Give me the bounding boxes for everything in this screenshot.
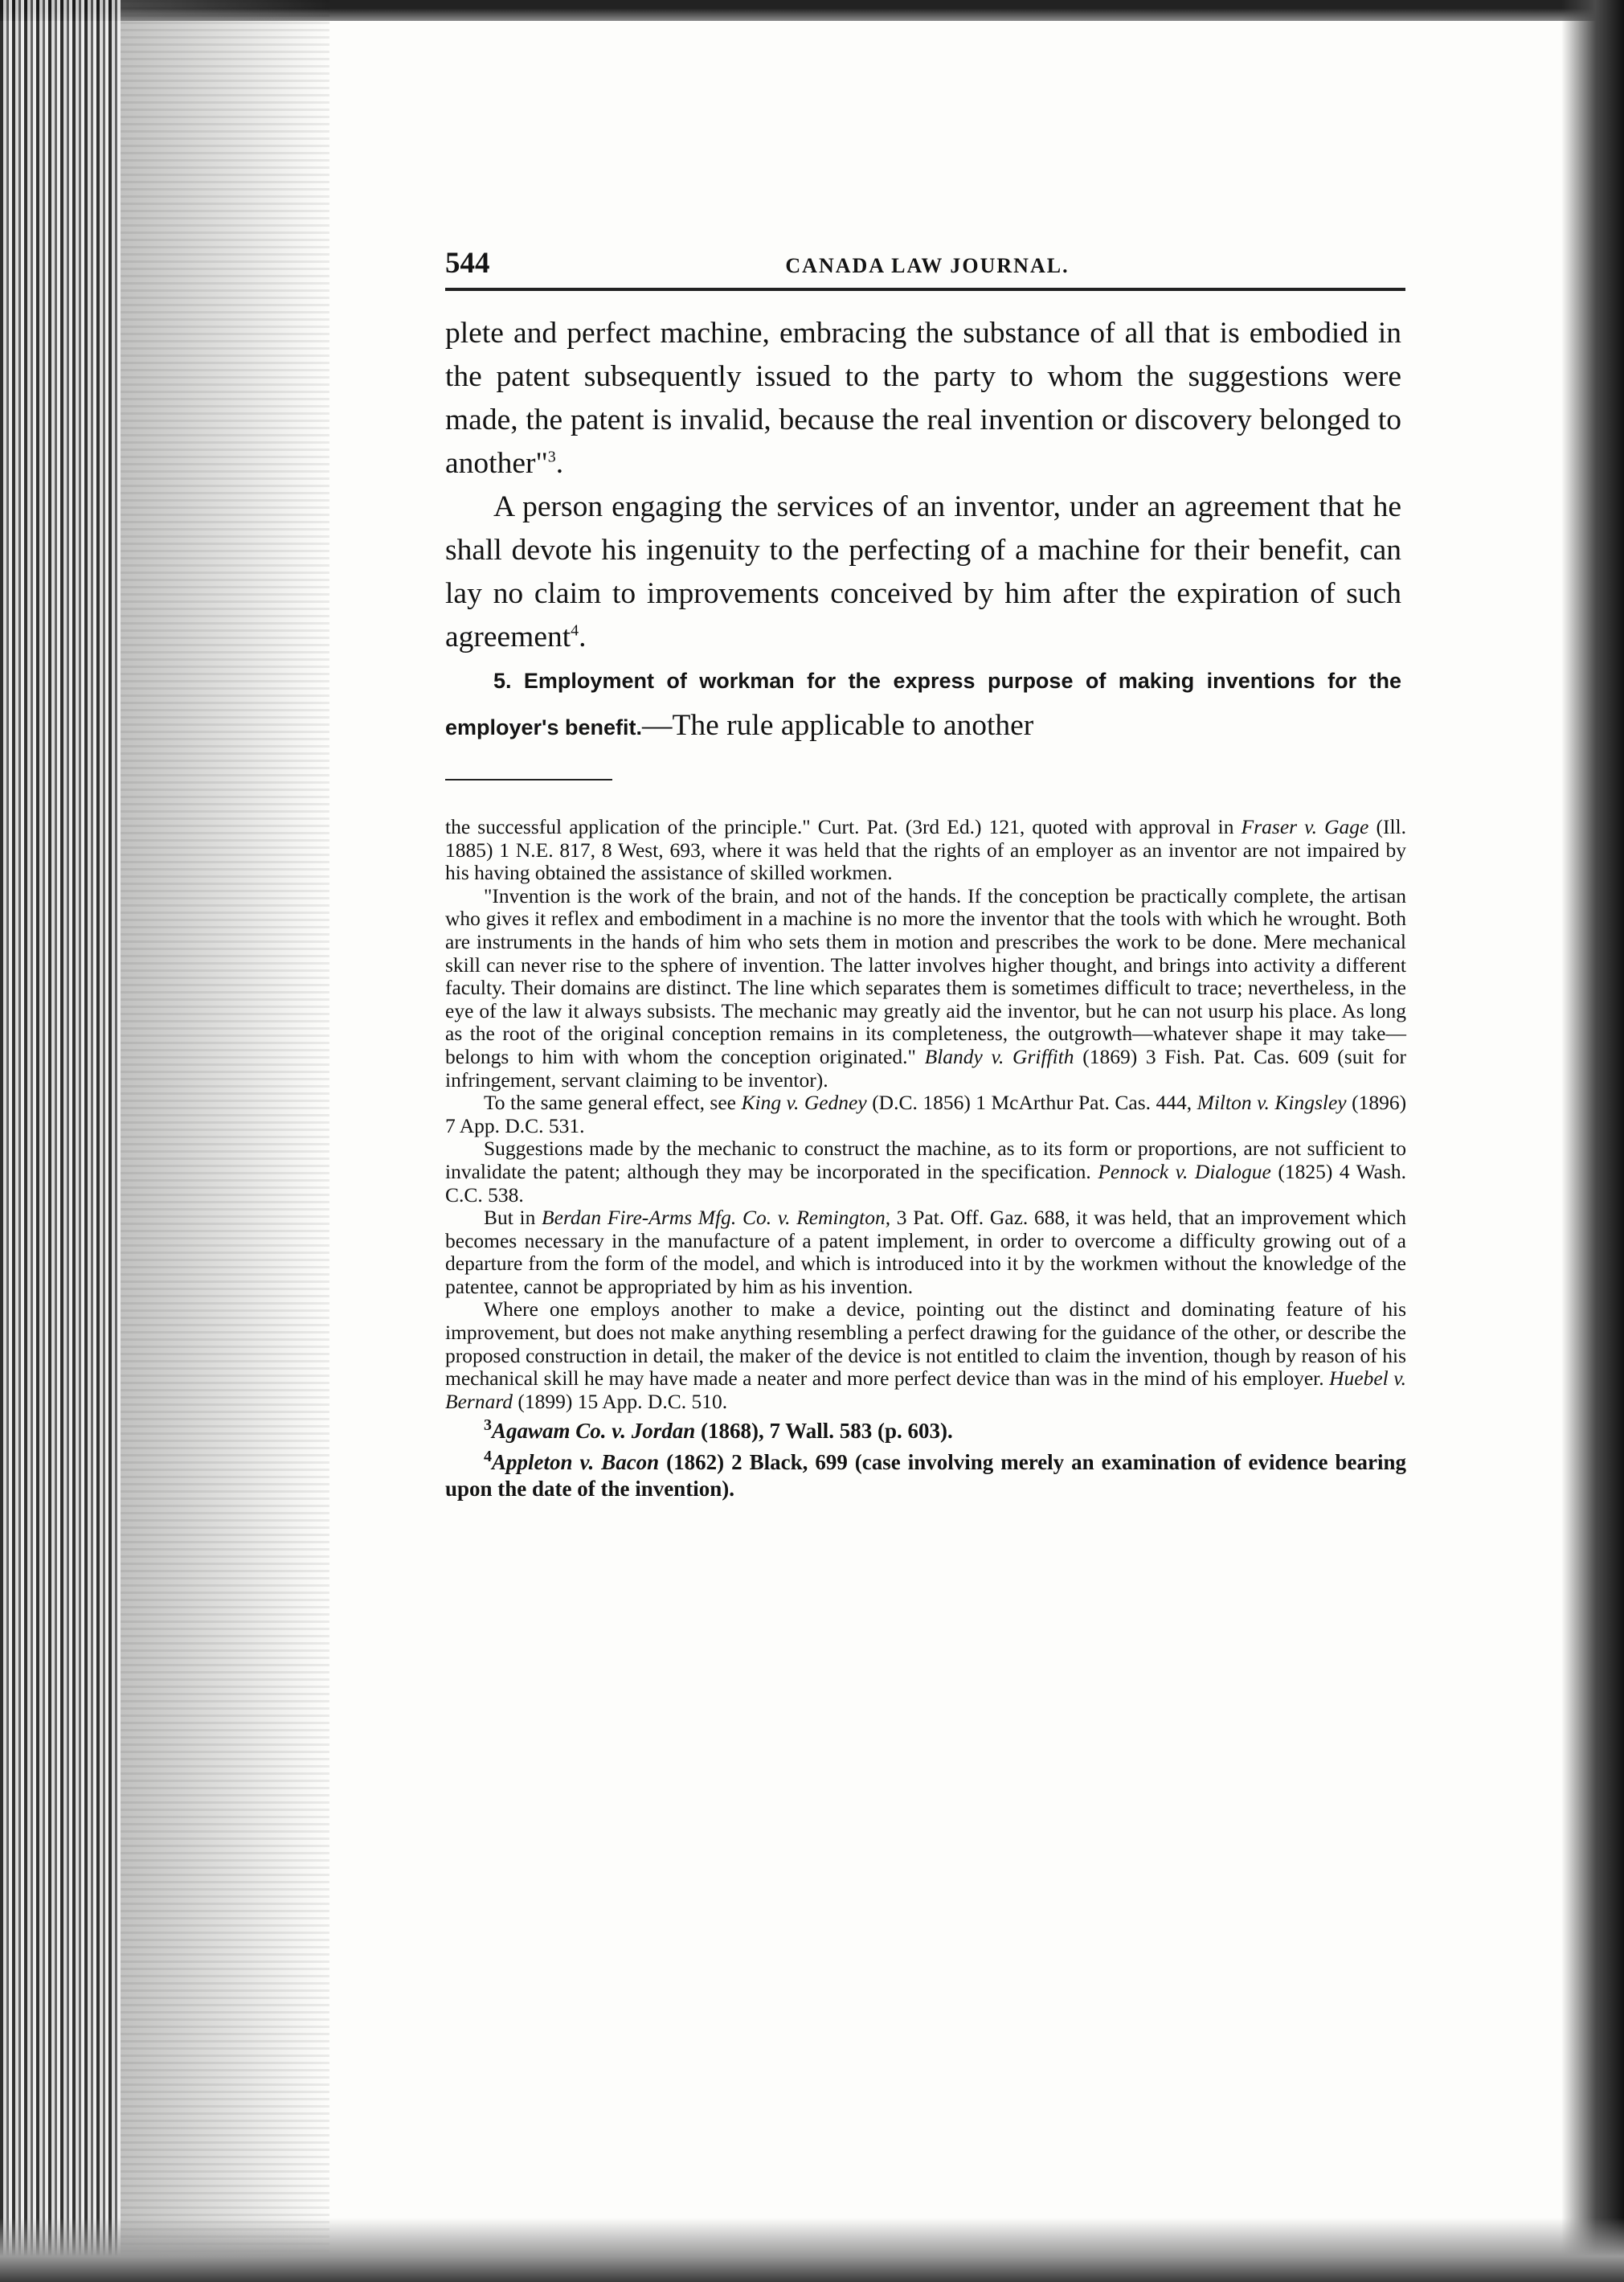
note-text: Suggestions made by the mechanic to construct the machine, as to its form or proportions, are not sufficient to invalidate the patent; although they may be incorporated in the specification. xyxy=(445,1137,1406,1183)
note-text: (1896) 7 App. D.C. 531. xyxy=(445,1091,1407,1137)
page-header xyxy=(434,241,1421,288)
section-heading-continuation: —The rule applicable to another xyxy=(642,709,1034,742)
paragraph xyxy=(445,312,1401,485)
note-paragraph xyxy=(445,1207,1406,1298)
scan-right-edge xyxy=(1561,0,1624,2282)
footnote-ref: 4 xyxy=(571,621,579,640)
footnote-marker: 4 xyxy=(484,1448,492,1466)
gutter-shadow xyxy=(121,0,329,2282)
paragraph-text: plete and perfect machine, embracing the substance of all that is embodied in the patent subsequently issued to the party to whom the suggestions were made, the patent is invalid, because the real invention or discovery belonged to another" xyxy=(445,317,1401,480)
note-paragraph xyxy=(445,816,1406,885)
note-text: (1862) 2 Black, 699 (case involving merely an examination of evidence bearing upon the date of the invention). xyxy=(445,1450,1406,1502)
note-paragraph xyxy=(445,885,1406,1092)
note-paragraph xyxy=(445,1298,1406,1413)
case-name: Milton v. Kingsley xyxy=(1197,1091,1347,1115)
note-text: But in xyxy=(484,1206,536,1230)
running-title: CANADA LAW JOURNAL. xyxy=(785,254,1070,277)
case-name: Blandy v. Griffith xyxy=(924,1044,1074,1068)
note-text: (Ill. 1885) 1 N.E. 817, 8 West, 693, where it was held that the rights of an employer as an inventor are not impaired by his having obtained the assistance of skilled workmen. xyxy=(445,815,1406,885)
case-name: Berdan Fire-Arms Mfg. Co. v. Remington, xyxy=(542,1206,891,1230)
header-rule xyxy=(445,288,1405,291)
note-text: "Invention is the work of the brain, and not of the hands. If the conception be practically complete, the artisan who gives it reflex and embodiment in a machine is no more the inventor that the tools with which he wrought. Both are instruments in the hands of him who sets them in motion and prescribes the work to be done. Mere mechanical skill can never rise to the sphere of invention. The latter involves higher thought, and brings into activity a different faculty. Their domains are distinct. The line which separates them is sometimes difficult to trace; nevertheless, in the eye of the law it always subsists. The mechanic may greatly aid the inventor, but he can not usurp his place. As long as the root of the original conception remains in its completeness, the outgrowth—whatever shape it may take—belongs to him with whom the conception originated." xyxy=(445,883,1406,1068)
case-name: Huebel v. Bernard xyxy=(445,1366,1406,1413)
note-text: 3 Pat. Off. Gaz. 688, it was held, that an improvement which becomes necessary in the manufacture of a patent implement, in order to overcome a difficulty growing out of a departure from the form of the model, and which is introduced into it by the workmen without the knowledge of the patentee, cannot be appropriated by him as his invention. xyxy=(445,1206,1407,1298)
scan-bottom-edge xyxy=(0,2218,1624,2282)
case-name: Agawam Co. v. Jordan xyxy=(492,1419,696,1444)
footnotes xyxy=(434,816,1406,1502)
footnote-rule xyxy=(445,779,612,780)
case-name: Appleton v. Bacon xyxy=(492,1450,660,1475)
paragraph-end: . xyxy=(555,447,564,480)
case-name: Pennock v. Dialogue xyxy=(1098,1159,1271,1183)
note-text: (1825) 4 Wash. C.C. 538. xyxy=(445,1159,1407,1207)
case-name: King v. Gedney xyxy=(741,1091,867,1115)
book-spine-shadow xyxy=(0,0,121,2282)
paragraph-end: . xyxy=(579,621,587,653)
footnote-4 xyxy=(445,1449,1406,1502)
note-text: To the same general effect, see xyxy=(484,1091,736,1115)
note-text: (1868), 7 Wall. 583 (p. 603). xyxy=(701,1419,953,1444)
note-text: (1899) 15 App. D.C. 510. xyxy=(517,1389,728,1413)
footnote-ref: 3 xyxy=(547,448,556,466)
journal-page xyxy=(434,241,1421,1502)
note-text: (1869) 3 Fish. Pat. Cas. 609 (suit for infringement, servant claiming to be inventor). xyxy=(445,1044,1407,1092)
note-paragraph xyxy=(445,1092,1406,1137)
case-name: Fraser v. Gage xyxy=(1241,815,1369,838)
footnote-marker: 3 xyxy=(484,1416,492,1435)
paragraph-text: A person engaging the services of an inventor, under an agreement that he shall devote his ingenuity to the perfecting of a machine for their benefit, can lay no claim to improvements conceived by him after the expiration of such agreement xyxy=(445,490,1401,653)
note-text: Where one employs another to make a device, pointing out the distinct and dominating feature of his improvement, but does not make anything resembling a perfect drawing for the guidance of the other, or describe the proposed construction in detail, the maker of the device is not entitled to claim the invention, though by reason of his mechanical skill he may have made a neater and more perfect device than was in the mind of his employer. xyxy=(445,1297,1406,1391)
footnote-3 xyxy=(445,1418,1406,1444)
note-text: the successful application of the principle." Curt. Pat. (3rd Ed.) 121, quoted with approval in xyxy=(445,815,1234,838)
section-heading xyxy=(445,659,1401,750)
note-text: (D.C. 1856) 1 McArthur Pat. Cas. 444, xyxy=(872,1091,1192,1115)
main-text xyxy=(434,312,1401,750)
page-number: 544 xyxy=(445,247,490,280)
section-heading-title: 5. Employment of workman for the express purpose of making inventions for the employer's benefit. xyxy=(445,669,1401,739)
paragraph xyxy=(445,485,1401,659)
note-paragraph xyxy=(445,1137,1406,1207)
